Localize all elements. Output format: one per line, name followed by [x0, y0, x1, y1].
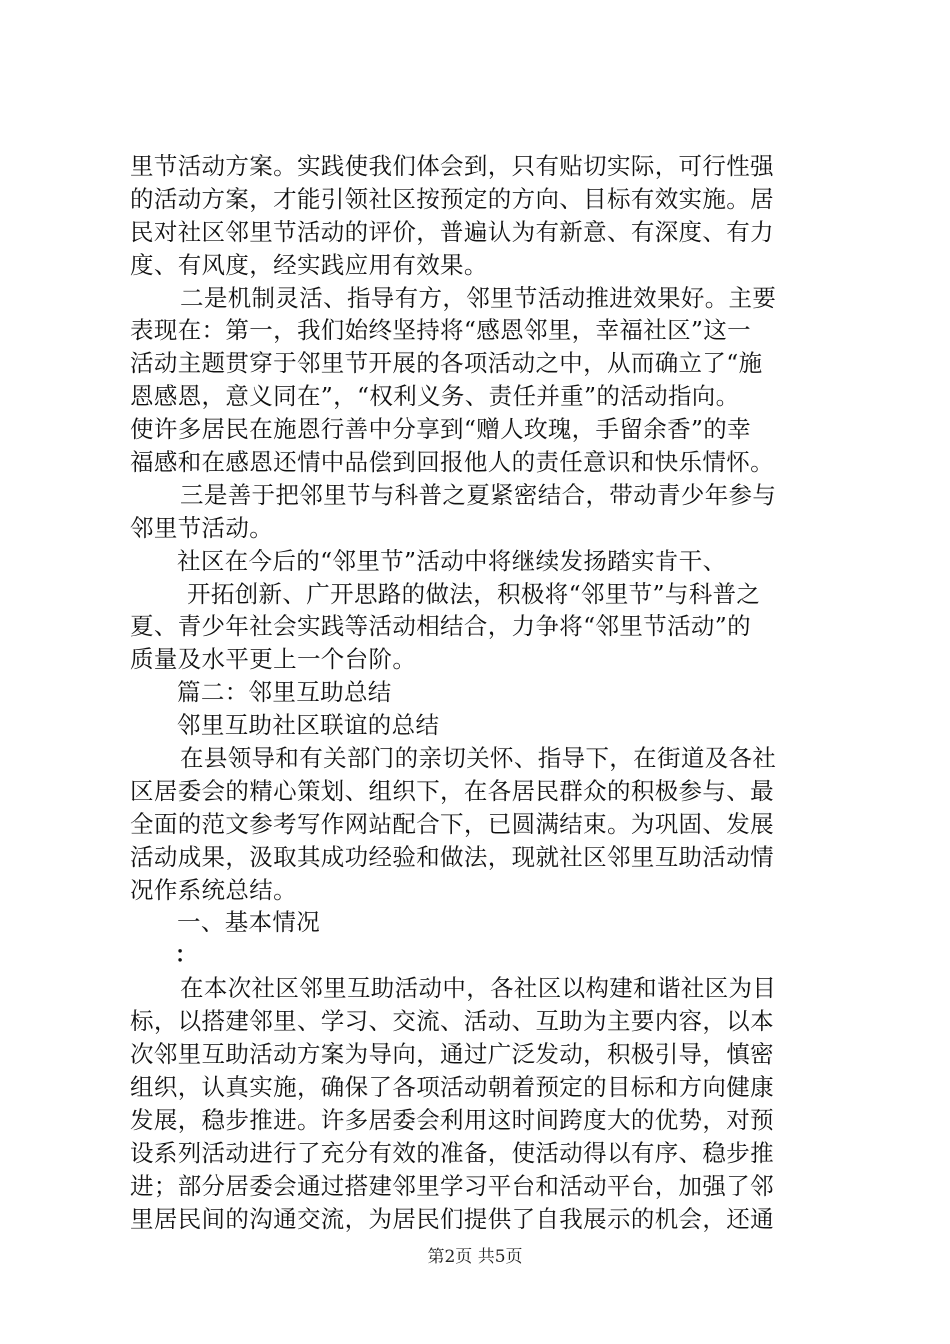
text-line: 开拓创新、广开思路的做法，积极将“邻里节”与科普之: [187, 579, 761, 608]
text-line: 里居民间的沟通交流，为居民们提供了自我展示的机会，还通: [130, 1204, 774, 1233]
text-line: 民对社区邻里节活动的评价，普遍认为有新意、有深度、有力: [130, 217, 774, 246]
text-line: 标，以搭建邻里、学习、交流、活动、互助为主要内容，以本: [130, 1007, 774, 1036]
text-line: 表现在：第一，我们始终坚持将“感恩邻里，幸福社区”这一: [130, 316, 751, 345]
text-line: 在本次社区邻里互助活动中，各社区以构建和谐社区为目: [180, 974, 777, 1003]
text-line: 况作系统总结。: [130, 875, 297, 904]
text-line: 设系列活动进行了充分有效的准备，使活动得以有序、稳步推: [130, 1138, 774, 1167]
text-line: ：: [175, 942, 198, 969]
text-line: 在县领导和有关部门的亲切关怀、指导下，在街道及各社: [180, 744, 777, 773]
text-line: 度、有风度，经实践应用有效果。: [130, 250, 488, 279]
text-line: 社区在今后的“邻里节”活动中将继续发扬踏实肯干、: [177, 546, 727, 575]
section-heading: 篇二：邻里互助总结: [177, 678, 392, 707]
document-body: [130, 150, 830, 1235]
text-line: 质量及水平更上一个台阶。: [130, 645, 417, 674]
text-line: 使许多居民在施恩行善中分享到“赠人玫瑰，手留余香”的幸: [130, 415, 751, 444]
text-line: 活动主题贯穿于邻里节开展的各项活动之中，从而确立了“施: [130, 349, 763, 378]
text-line: 进；部分居委会通过搭建邻里学习平台和活动平台，加强了邻: [130, 1171, 774, 1200]
text-line: 发展，稳步推进。许多居委会利用这时间跨度大的优势，对预: [130, 1105, 774, 1134]
subsection-heading: 一、基本情况: [177, 908, 321, 937]
text-line: 组织，认真实施，确保了各项活动朝着预定的目标和方向健康: [130, 1072, 774, 1101]
text-line: 里节活动方案。实践使我们体会到，只有贴切实际，可行性强: [130, 152, 774, 180]
text-line: 邻里节活动。: [130, 513, 274, 542]
text-line: 恩感恩，意义同在”，“权利义务、责任并重”的活动指向。: [130, 382, 740, 411]
text-line: 的活动方案，才能引领社区按预定的方向、目标有效实施。居: [130, 184, 774, 213]
text-line: 区居委会的精心策划、组织下，在各居民群众的积极参与、最: [130, 776, 774, 805]
page-number-footer: 第2页 共5页: [427, 1247, 523, 1267]
text-line: 夏、青少年社会实践等活动相结合，力争将“邻里节活动”的: [130, 612, 751, 641]
text-line: 三是善于把邻里节与科普之夏紧密结合，带动青少年参与: [180, 480, 777, 509]
text-line: 福感和在感恩还情中品偿到回报他人的责任意识和快乐情怀。: [130, 448, 774, 477]
text-line: 次邻里互助活动方案为导向，通过广泛发动，积极引导，慎密: [130, 1040, 774, 1069]
text-line: 全面的范文参考写作网站配合下，已圆满结束。为巩固、发展: [130, 809, 774, 838]
text-line: 二是机制灵活、指导有方，邻里节活动推进效果好。主要: [180, 283, 777, 312]
text-line: 活动成果，汲取其成功经验和做法，现就社区邻里互助活动情: [130, 842, 774, 871]
section-subtitle: 邻里互助社区联谊的总结: [177, 711, 440, 740]
